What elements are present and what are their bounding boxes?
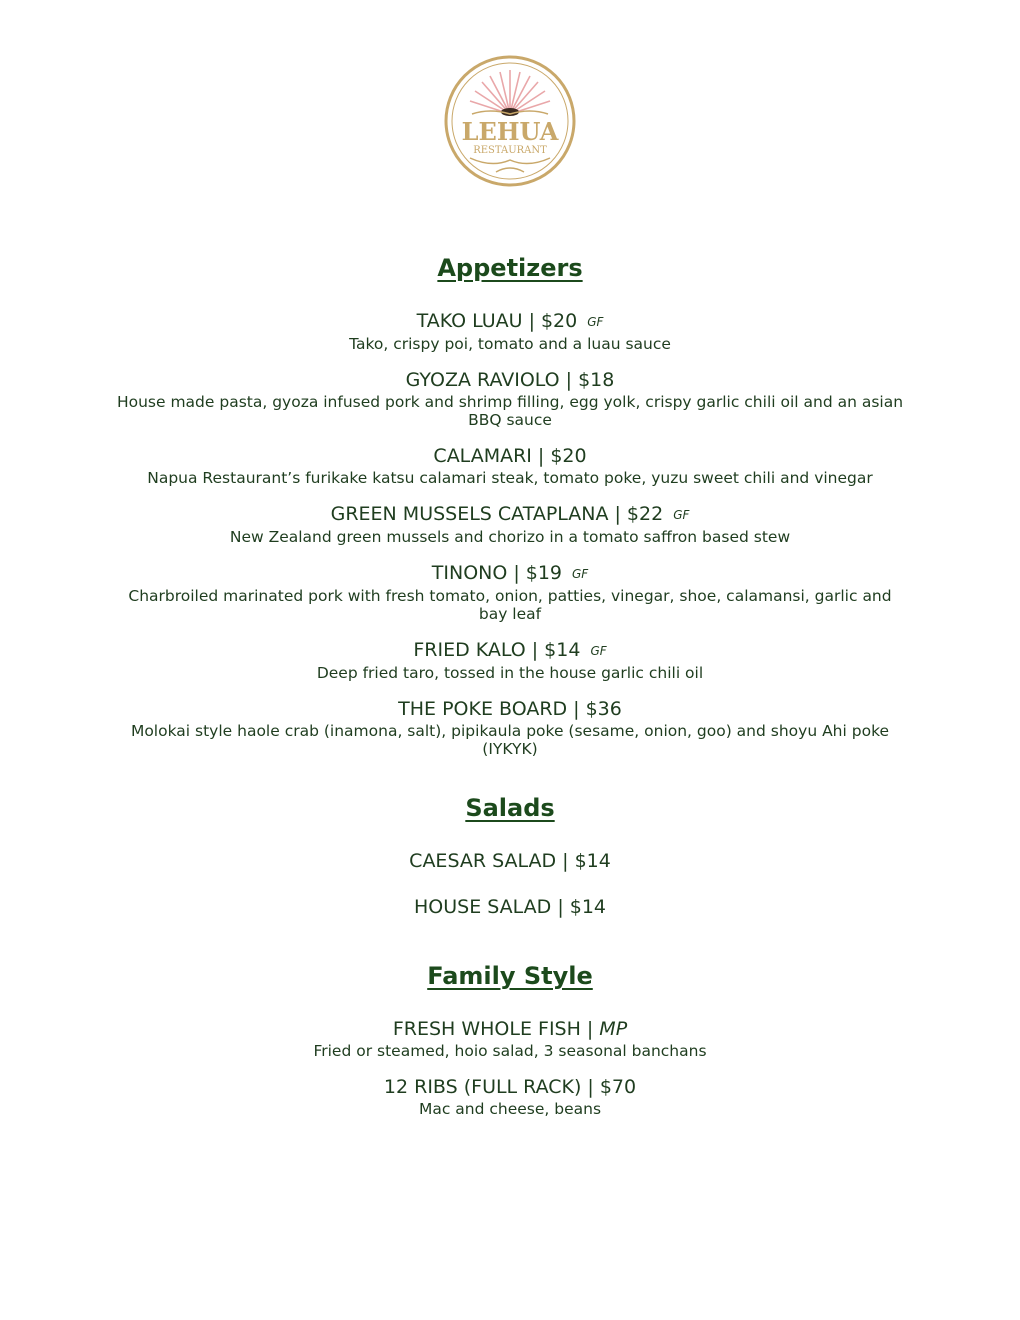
logo-wordmark: LEHUA bbox=[461, 117, 559, 146]
gluten-free-tag: GF bbox=[590, 644, 607, 658]
item-description: New Zealand green mussels and chorizo in a tomato saffron based stew bbox=[229, 528, 791, 546]
item-name: THE POKE BOARD bbox=[398, 698, 568, 720]
family-style-section bbox=[110, 960, 910, 1118]
item-name: HOUSE SALAD bbox=[414, 896, 552, 918]
item-name: FRESH WHOLE FISH bbox=[392, 1018, 581, 1040]
menu-item: CAESAR SALAD | $14 bbox=[409, 850, 611, 872]
menu-item: GREEN MUSSELS CATAPLANA | $22 GF New Zealand green mussels and chorizo in a tomato saffron based stew bbox=[110, 501, 910, 546]
section-title-salads: Salads bbox=[465, 794, 555, 822]
section-title-appetizers: Appetizers bbox=[437, 254, 583, 282]
section-title-family-style: Family Style bbox=[427, 962, 593, 990]
menu-item: GYOZA RAVIOLO | $18 House made pasta, gyoza infused pork and shrimp filling, egg yolk, crispy garlic chili oil and an asian BBQ sauce bbox=[110, 367, 910, 429]
item-name: TINONO bbox=[431, 562, 508, 584]
item-name: TAKO LUAU bbox=[416, 310, 523, 332]
item-price: $70 bbox=[599, 1076, 637, 1098]
gluten-free-tag: GF bbox=[587, 315, 604, 329]
menu-item: THE POKE BOARD | $36 Molokai style haole crab (inamona, salt), pipikaula poke (sesame, onion, goo) and shoyu Ahi poke (IYKYK) bbox=[110, 696, 910, 758]
restaurant-logo bbox=[442, 54, 578, 188]
item-name: GYOZA RAVIOLO bbox=[405, 369, 560, 391]
item-description: Deep fried taro, tossed in the house garlic chili oil bbox=[316, 664, 704, 682]
item-description: House made pasta, gyoza infused pork and shrimp filling, egg yolk, crispy garlic chili oil and an asian BBQ sauce bbox=[116, 393, 904, 429]
item-price: $22 bbox=[626, 503, 664, 525]
menu-item: FRIED KALO | $14 GF Deep fried taro, tossed in the house garlic chili oil bbox=[110, 637, 910, 682]
item-price: $14 bbox=[544, 639, 581, 661]
salads-section bbox=[110, 792, 910, 920]
item-description: Napua Restaurant’s furikake katsu calamari steak, tomato poke, yuzu sweet chili and vinegar bbox=[147, 469, 873, 487]
menu bbox=[110, 252, 910, 1140]
item-price: $14 bbox=[574, 850, 611, 872]
item-price: $36 bbox=[585, 698, 622, 720]
item-price: $18 bbox=[578, 369, 615, 391]
item-price: $19 bbox=[525, 562, 562, 584]
gluten-free-tag: GF bbox=[673, 508, 690, 522]
menu-item: 12 RIBS (FULL RACK) | $70 Mac and cheese, beans bbox=[110, 1074, 910, 1118]
menu-item: HOUSE SALAD | $14 bbox=[414, 896, 606, 918]
appetizers-section bbox=[110, 252, 910, 758]
menu-item: CALAMARI | $20 Napua Restaurant’s furikake katsu calamari steak, tomato poke, yuzu sweet chili and vinegar bbox=[110, 443, 910, 487]
item-description: Molokai style haole crab (inamona, salt), pipikaula poke (sesame, onion, goo) and shoyu Ahi poke (IYKYK) bbox=[130, 722, 890, 758]
item-description: Tako, crispy poi, tomato and a luau sauce bbox=[349, 335, 671, 353]
item-description: Mac and cheese, beans bbox=[418, 1100, 602, 1118]
menu-item: TAKO LUAU | $20 GF Tako, crispy poi, tomato and a luau sauce bbox=[110, 308, 910, 353]
item-name: CAESAR SALAD bbox=[409, 850, 557, 872]
item-description: Fried or steamed, hoio salad, 3 seasonal banchans bbox=[313, 1042, 707, 1060]
menu-item: TINONO | $19 GF Charbroiled marinated pork with fresh tomato, onion, patties, vinegar, shoe, calamansi, garlic and bay leaf bbox=[110, 560, 910, 623]
menu-item: FRESH WHOLE FISH | MP Fried or steamed, hoio salad, 3 seasonal banchans bbox=[110, 1016, 910, 1060]
item-name: 12 RIBS (FULL RACK) bbox=[383, 1076, 582, 1098]
item-description: Charbroiled marinated pork with fresh tomato, onion, patties, vinegar, shoe, calamansi, garlic and bay leaf bbox=[128, 587, 892, 623]
item-price: $20 bbox=[550, 445, 587, 467]
item-price: $14 bbox=[569, 896, 606, 918]
gluten-free-tag: GF bbox=[572, 567, 589, 581]
logo-subtitle: RESTAURANT bbox=[473, 145, 547, 156]
lehua-logo-icon bbox=[442, 54, 578, 188]
item-price: $20 bbox=[540, 310, 578, 332]
item-price: MP bbox=[599, 1018, 628, 1040]
item-name: GREEN MUSSELS CATAPLANA bbox=[330, 503, 609, 525]
item-name: CALAMARI bbox=[433, 445, 532, 467]
item-name: FRIED KALO bbox=[413, 639, 526, 661]
